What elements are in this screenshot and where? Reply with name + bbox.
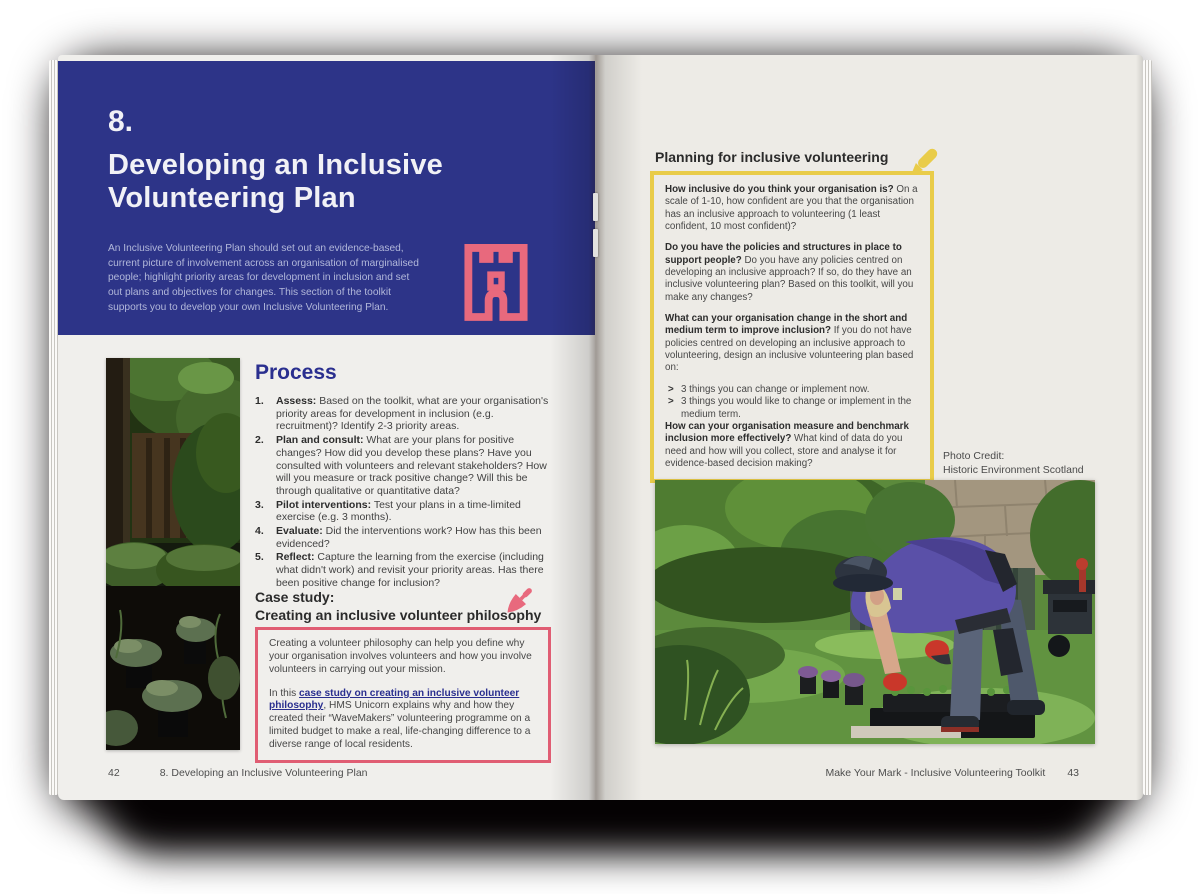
step-number: 2. <box>255 434 264 447</box>
left-page-footer <box>108 767 368 779</box>
process-step <box>255 434 553 498</box>
chapter-intro: An Inclusive Volunteering Plan should set out an evidence-based, current picture of involvement across an organisation of marginalised people; highlight priority areas for development in inclusion and set out plans and objectives for changes. This section of the toolkit supports you to develop your own Inclusive Volunteering Plan. <box>108 243 419 313</box>
bullet-text: 3 things you can change or implement now. <box>681 383 870 395</box>
step-number: 3. <box>255 498 264 511</box>
step-lead: Assess: <box>276 395 317 407</box>
case-study-link[interactable]: case study on creating an inclusive volunteer philosophy <box>269 687 520 712</box>
step-text <box>276 395 553 433</box>
page-edge-stack-right <box>1143 60 1152 795</box>
chapter-title: Developing an Inclusive Volunteering Plan <box>108 149 443 215</box>
planning-heading: Planning for inclusive volunteering <box>655 149 889 165</box>
photo-credit-line2: Historic Environment Scotland <box>943 464 1084 477</box>
q2-text: Do you have any policies centred on developing an inclusive approach? If so, do they have an inclusive volunteering plan? Based on this toolkit, will you make any changes? <box>665 254 914 303</box>
gardener-photo <box>655 480 1095 744</box>
chapter-number: 8. <box>108 105 134 138</box>
step-text <box>276 499 553 524</box>
step-text <box>276 525 553 550</box>
chapter-header <box>58 61 595 335</box>
right-page-footer <box>595 767 1079 779</box>
case-study-para2-suffix: , HMS Unicorn explains why and how they created their “WaveMakers” volunteering programme on a limited budget to make a real, life-changing difference to a diverse range of local residents. <box>269 700 531 750</box>
step-number: 1. <box>255 395 264 407</box>
step-lead: Evaluate: <box>276 525 323 538</box>
q3-text: If you do not have policies centred on developing an inclusive approach to volunteering, design an inclusive volunteering plan based on: <box>665 325 914 374</box>
step-body: Capture the learning from the exercise (including what didn't work) and revisit your priority areas. Has there been positive change for inclusion? <box>276 551 544 589</box>
step-body: Did the interventions work? How has this been evidenced? <box>276 525 542 550</box>
staple <box>593 229 598 257</box>
step-body: Based on the toolkit, what are your organisation's priority areas for development in inclusion (e.g. recruitment)? Identify 2-3 priority areas. <box>276 395 549 433</box>
right-page <box>595 55 1143 800</box>
process-step <box>255 499 553 524</box>
planning-q1 <box>665 184 919 233</box>
q1-text: On a scale of 1-10, how confident are you that the organisation has an inclusive approach to volunteering (1 least confident, 10 most confident)? <box>665 184 918 233</box>
photo-credit-line1: Photo Credit: <box>943 450 1005 462</box>
q4-text: What kind of data do you need and how will you collect, store and analyse it for evidence-based decision making? <box>665 433 903 469</box>
garden-photo <box>106 358 240 750</box>
footer-toolkit-text: Make Your Mark - Inclusive Volunteering Toolkit <box>825 767 1046 779</box>
page-number-left: 42 <box>108 767 120 779</box>
case-study-box <box>255 627 551 763</box>
planning-q4 <box>665 421 919 470</box>
q2-lead: Do you have the policies and structures in place to support people? <box>665 242 902 266</box>
q4-lead: How can your organisation measure and benchmark inclusion more effectively? <box>665 420 909 445</box>
case-study-para1: Creating a volunteer philosophy can help you define why your organisation involves volunteers and how you involve volunteers in carrying out your mission. <box>269 638 532 675</box>
staple <box>593 193 598 221</box>
process-heading: Process <box>255 361 337 384</box>
bullet-item <box>665 384 919 396</box>
open-booklet <box>58 55 1143 800</box>
step-lead: Plan and consult: <box>276 434 364 447</box>
case-study-para2-prefix: In this <box>269 687 300 699</box>
process-step <box>255 525 553 550</box>
q1-lead: How inclusive do you think your organisation is? <box>665 184 894 195</box>
case-study-para2 <box>269 688 537 752</box>
trowel-icon <box>501 583 537 619</box>
q3-lead: What can your organisation change in the short and medium term to improve inclusion? <box>665 313 908 337</box>
bullet-marker: > <box>668 383 674 395</box>
castle-icon <box>461 241 531 323</box>
step-lead: Reflect: <box>276 551 315 564</box>
step-lead: Pilot interventions: <box>276 498 372 511</box>
planning-q3 <box>665 313 919 375</box>
planning-q2 <box>665 242 919 304</box>
bullet-item <box>665 396 919 421</box>
step-number: 5. <box>255 551 264 564</box>
step-body: Test your plans in a time-limited exercise (e.g. 3 months). <box>276 498 521 524</box>
bullet-marker: > <box>668 396 674 408</box>
left-page <box>58 55 595 800</box>
case-study-heading-line2: Creating an inclusive volunteer philosophy <box>255 606 542 623</box>
page-edge-stack-left <box>49 60 58 795</box>
footer-chapter-text: 8. Developing an Inclusive Volunteering Plan <box>159 767 368 779</box>
process-section <box>255 361 553 591</box>
step-number: 4. <box>255 525 264 538</box>
step-body: What are your plans for positive changes? How did you develop these plans? Have you consulted with volunteers and relevant stakeholders? How will you measure or track positive change? Will this be through qualitative or quantitative data? <box>276 434 547 497</box>
case-study-heading-line1: Case study: <box>255 589 335 605</box>
step-text <box>276 434 553 498</box>
process-step <box>255 395 553 433</box>
planning-bullets <box>665 384 919 421</box>
bullet-text: 3 things you would like to change or implement in the medium term. <box>681 396 912 420</box>
case-study-heading <box>255 589 555 624</box>
page-number-right: 43 <box>1067 767 1079 779</box>
planning-questions-box <box>650 171 934 483</box>
photo-credit <box>943 449 1084 477</box>
